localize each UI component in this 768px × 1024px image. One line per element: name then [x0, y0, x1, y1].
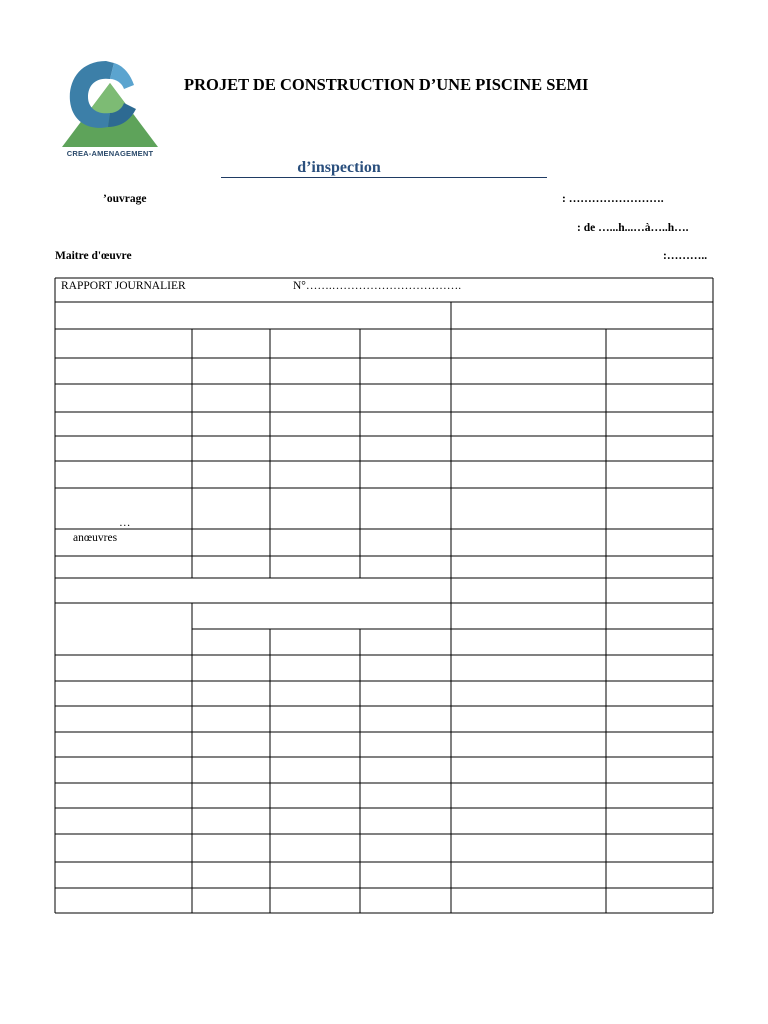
page-title: PROJET DE CONSTRUCTION D’UNE PISCINE SEMI: [184, 75, 589, 94]
report-label: RAPPORT JOURNALIER: [61, 280, 186, 292]
ouvrage-value: : …………………….: [562, 193, 664, 205]
manoeuvres-label: anœuvres: [73, 532, 118, 544]
ouvrage-label: ’ouvrage: [103, 193, 147, 205]
row-ellipsis: …: [119, 517, 131, 529]
date-time-line: : de …...h...…à…..h….: [577, 222, 689, 234]
maitre-oeuvre-value: :………..: [663, 250, 708, 262]
maitre-oeuvre-label: Maitre d'œuvre: [55, 250, 132, 262]
logo-text: CREA-AMENAGEMENT: [66, 149, 154, 158]
report-number: N°…….…………………………….: [293, 280, 462, 292]
table-grid-lines: [55, 278, 713, 913]
subtitle-text: d’inspection: [297, 159, 381, 176]
